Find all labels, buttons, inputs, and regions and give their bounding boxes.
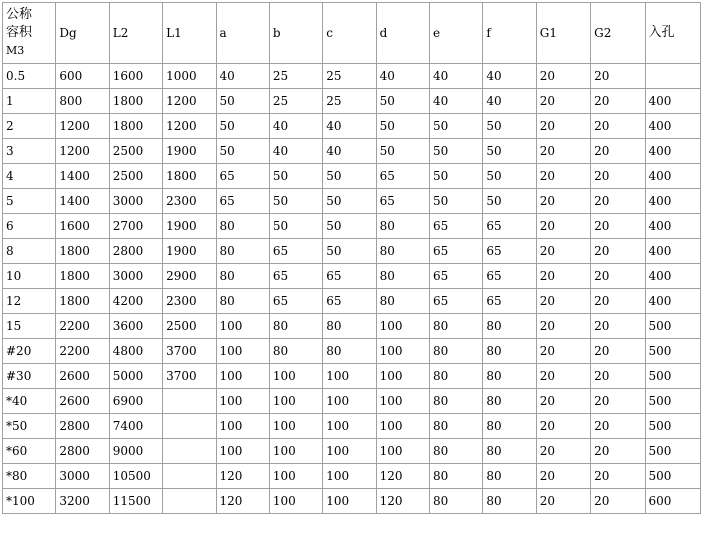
cell-capacity: 0.5 <box>3 64 56 89</box>
cell-g1: 20 <box>536 364 590 389</box>
cell-c: 80 <box>323 314 376 339</box>
header-cell-f: f <box>483 3 536 64</box>
cell-c: 50 <box>323 214 376 239</box>
cell-e: 40 <box>430 64 483 89</box>
cell-manhole: 400 <box>645 164 701 189</box>
cell-g2: 20 <box>591 489 645 514</box>
cell-g1: 20 <box>536 489 590 514</box>
cell-l2: 2500 <box>109 139 162 164</box>
cell-f: 65 <box>483 214 536 239</box>
cell-c: 25 <box>323 64 376 89</box>
cell-d: 40 <box>376 64 429 89</box>
cell-f: 65 <box>483 264 536 289</box>
table-row <box>3 339 701 364</box>
cell-g1: 20 <box>536 314 590 339</box>
header-cell-capacity <box>3 3 56 64</box>
cell-l1: 2300 <box>163 189 216 214</box>
spec-table-body <box>3 3 701 514</box>
cell-g2: 20 <box>591 414 645 439</box>
table-row <box>3 389 701 414</box>
cell-f: 40 <box>483 64 536 89</box>
cell-f: 50 <box>483 164 536 189</box>
cell-g1: 20 <box>536 89 590 114</box>
cell-g1: 20 <box>536 64 590 89</box>
table-row <box>3 464 701 489</box>
cell-g1: 20 <box>536 389 590 414</box>
cell-capacity: #30 <box>3 364 56 389</box>
cell-l2: 1800 <box>109 114 162 139</box>
cell-dg: 800 <box>56 89 109 114</box>
cell-l2: 4200 <box>109 289 162 314</box>
cell-c: 50 <box>323 239 376 264</box>
cell-g1: 20 <box>536 114 590 139</box>
cell-e: 80 <box>430 439 483 464</box>
cell-a: 80 <box>216 289 269 314</box>
cell-d: 50 <box>376 89 429 114</box>
cell-capacity: *50 <box>3 414 56 439</box>
cell-c: 40 <box>323 139 376 164</box>
cell-c: 100 <box>323 389 376 414</box>
cell-g1: 20 <box>536 139 590 164</box>
cell-manhole: 500 <box>645 439 701 464</box>
cell-b: 40 <box>269 114 322 139</box>
cell-l2: 2500 <box>109 164 162 189</box>
cell-d: 65 <box>376 164 429 189</box>
cell-l1: 1900 <box>163 239 216 264</box>
cell-b: 25 <box>269 64 322 89</box>
cell-c: 100 <box>323 414 376 439</box>
cell-capacity: 8 <box>3 239 56 264</box>
header-cell-g2: G2 <box>591 3 645 64</box>
cell-f: 80 <box>483 314 536 339</box>
cell-d: 100 <box>376 439 429 464</box>
header-cell-l2: L2 <box>109 3 162 64</box>
table-row <box>3 414 701 439</box>
cell-manhole: 400 <box>645 189 701 214</box>
cell-g2: 20 <box>591 239 645 264</box>
cell-d: 50 <box>376 139 429 164</box>
cell-l1: 2900 <box>163 264 216 289</box>
cell-c: 80 <box>323 339 376 364</box>
cell-g2: 20 <box>591 439 645 464</box>
cell-c: 100 <box>323 489 376 514</box>
table-row <box>3 289 701 314</box>
cell-l2: 2700 <box>109 214 162 239</box>
cell-l2: 9000 <box>109 439 162 464</box>
cell-f: 80 <box>483 339 536 364</box>
cell-c: 50 <box>323 164 376 189</box>
cell-manhole: 500 <box>645 364 701 389</box>
cell-a: 100 <box>216 314 269 339</box>
cell-f: 65 <box>483 289 536 314</box>
header-capacity-line-3: M3 <box>6 44 25 57</box>
cell-l1: 2300 <box>163 289 216 314</box>
cell-a: 40 <box>216 64 269 89</box>
cell-manhole: 600 <box>645 489 701 514</box>
cell-manhole: 400 <box>645 239 701 264</box>
cell-e: 80 <box>430 364 483 389</box>
cell-d: 80 <box>376 214 429 239</box>
cell-e: 80 <box>430 314 483 339</box>
cell-b: 50 <box>269 189 322 214</box>
cell-d: 50 <box>376 114 429 139</box>
cell-dg: 2200 <box>56 314 109 339</box>
cell-l1: 1900 <box>163 214 216 239</box>
cell-manhole: 500 <box>645 339 701 364</box>
cell-a: 100 <box>216 389 269 414</box>
cell-f: 80 <box>483 489 536 514</box>
cell-a: 100 <box>216 339 269 364</box>
cell-f: 65 <box>483 239 536 264</box>
cell-b: 65 <box>269 264 322 289</box>
cell-g2: 20 <box>591 164 645 189</box>
cell-b: 50 <box>269 164 322 189</box>
cell-l2: 7400 <box>109 414 162 439</box>
table-row <box>3 214 701 239</box>
cell-c: 25 <box>323 89 376 114</box>
cell-b: 100 <box>269 389 322 414</box>
spec-table <box>2 2 701 514</box>
cell-b: 80 <box>269 314 322 339</box>
cell-f: 50 <box>483 189 536 214</box>
header-cell-d: d <box>376 3 429 64</box>
cell-g1: 20 <box>536 414 590 439</box>
cell-dg: 2600 <box>56 389 109 414</box>
cell-manhole: 400 <box>645 89 701 114</box>
cell-f: 50 <box>483 114 536 139</box>
cell-b: 25 <box>269 89 322 114</box>
cell-b: 100 <box>269 439 322 464</box>
cell-e: 80 <box>430 339 483 364</box>
cell-manhole: 500 <box>645 389 701 414</box>
table-row <box>3 114 701 139</box>
cell-capacity: 4 <box>3 164 56 189</box>
cell-l2: 10500 <box>109 464 162 489</box>
header-cell-l1: L1 <box>163 3 216 64</box>
cell-l1: 3700 <box>163 339 216 364</box>
table-row <box>3 264 701 289</box>
cell-c: 65 <box>323 264 376 289</box>
cell-a: 80 <box>216 264 269 289</box>
cell-e: 80 <box>430 414 483 439</box>
table-row <box>3 189 701 214</box>
cell-g2: 20 <box>591 389 645 414</box>
cell-g1: 20 <box>536 289 590 314</box>
cell-capacity: *40 <box>3 389 56 414</box>
cell-a: 50 <box>216 114 269 139</box>
cell-b: 100 <box>269 364 322 389</box>
cell-d: 100 <box>376 314 429 339</box>
cell-manhole: 400 <box>645 264 701 289</box>
cell-g1: 20 <box>536 239 590 264</box>
cell-g2: 20 <box>591 289 645 314</box>
cell-a: 80 <box>216 239 269 264</box>
cell-a: 80 <box>216 214 269 239</box>
table-row <box>3 89 701 114</box>
cell-b: 80 <box>269 339 322 364</box>
cell-l2: 11500 <box>109 489 162 514</box>
cell-g2: 20 <box>591 339 645 364</box>
cell-b: 100 <box>269 489 322 514</box>
cell-e: 50 <box>430 139 483 164</box>
cell-dg: 1400 <box>56 189 109 214</box>
cell-g2: 20 <box>591 64 645 89</box>
table-row <box>3 489 701 514</box>
cell-g2: 20 <box>591 464 645 489</box>
cell-f: 80 <box>483 389 536 414</box>
cell-dg: 2600 <box>56 364 109 389</box>
cell-l1: 3700 <box>163 364 216 389</box>
cell-e: 65 <box>430 214 483 239</box>
cell-g2: 20 <box>591 314 645 339</box>
cell-dg: 600 <box>56 64 109 89</box>
cell-d: 65 <box>376 189 429 214</box>
cell-capacity: *100 <box>3 489 56 514</box>
cell-l2: 3600 <box>109 314 162 339</box>
table-row <box>3 439 701 464</box>
cell-l2: 2800 <box>109 239 162 264</box>
cell-dg: 2800 <box>56 414 109 439</box>
cell-manhole: 500 <box>645 464 701 489</box>
cell-l1 <box>163 439 216 464</box>
cell-f: 40 <box>483 89 536 114</box>
table-row <box>3 164 701 189</box>
cell-l2: 3000 <box>109 189 162 214</box>
cell-l2: 6900 <box>109 389 162 414</box>
cell-l1: 1200 <box>163 114 216 139</box>
cell-d: 100 <box>376 414 429 439</box>
cell-d: 80 <box>376 289 429 314</box>
cell-f: 80 <box>483 364 536 389</box>
cell-f: 50 <box>483 139 536 164</box>
cell-g2: 20 <box>591 114 645 139</box>
cell-c: 100 <box>323 364 376 389</box>
header-cell-c: c <box>323 3 376 64</box>
cell-d: 100 <box>376 389 429 414</box>
cell-b: 100 <box>269 414 322 439</box>
cell-dg: 1400 <box>56 164 109 189</box>
cell-g2: 20 <box>591 264 645 289</box>
cell-e: 65 <box>430 289 483 314</box>
cell-a: 65 <box>216 189 269 214</box>
cell-dg: 1800 <box>56 289 109 314</box>
cell-dg: 1200 <box>56 139 109 164</box>
cell-a: 100 <box>216 439 269 464</box>
cell-dg: 1800 <box>56 239 109 264</box>
cell-e: 50 <box>430 164 483 189</box>
cell-g1: 20 <box>536 164 590 189</box>
cell-l1: 1000 <box>163 64 216 89</box>
cell-d: 120 <box>376 464 429 489</box>
header-cell-manhole: 入孔 <box>645 3 701 64</box>
cell-l1 <box>163 489 216 514</box>
cell-l2: 3000 <box>109 264 162 289</box>
table-row <box>3 64 701 89</box>
cell-dg: 3200 <box>56 489 109 514</box>
cell-l2: 4800 <box>109 339 162 364</box>
cell-f: 80 <box>483 439 536 464</box>
cell-l1 <box>163 389 216 414</box>
cell-manhole <box>645 64 701 89</box>
cell-l1: 1200 <box>163 89 216 114</box>
cell-capacity: 10 <box>3 264 56 289</box>
cell-a: 120 <box>216 464 269 489</box>
cell-capacity: 3 <box>3 139 56 164</box>
header-capacity-line-2: 容积 <box>6 25 33 40</box>
cell-e: 65 <box>430 239 483 264</box>
cell-g1: 20 <box>536 264 590 289</box>
cell-manhole: 400 <box>645 139 701 164</box>
cell-l1: 1800 <box>163 164 216 189</box>
cell-g1: 20 <box>536 339 590 364</box>
cell-dg: 1200 <box>56 114 109 139</box>
cell-manhole: 500 <box>645 414 701 439</box>
cell-l1 <box>163 464 216 489</box>
cell-c: 100 <box>323 464 376 489</box>
header-cell-b: b <box>269 3 322 64</box>
cell-g1: 20 <box>536 189 590 214</box>
cell-l1 <box>163 414 216 439</box>
cell-capacity: 2 <box>3 114 56 139</box>
table-row <box>3 139 701 164</box>
cell-b: 40 <box>269 139 322 164</box>
table-header-row <box>3 3 701 64</box>
cell-e: 80 <box>430 464 483 489</box>
cell-c: 40 <box>323 114 376 139</box>
cell-l2: 1800 <box>109 89 162 114</box>
header-capacity-line-1: 公称 <box>6 7 33 22</box>
cell-a: 100 <box>216 364 269 389</box>
cell-a: 50 <box>216 139 269 164</box>
table-row <box>3 314 701 339</box>
cell-d: 100 <box>376 339 429 364</box>
cell-manhole: 500 <box>645 314 701 339</box>
cell-b: 50 <box>269 214 322 239</box>
cell-f: 80 <box>483 464 536 489</box>
cell-g2: 20 <box>591 89 645 114</box>
cell-g2: 20 <box>591 214 645 239</box>
cell-dg: 2800 <box>56 439 109 464</box>
cell-e: 50 <box>430 189 483 214</box>
cell-e: 40 <box>430 89 483 114</box>
cell-d: 80 <box>376 264 429 289</box>
cell-d: 80 <box>376 239 429 264</box>
cell-c: 50 <box>323 189 376 214</box>
cell-b: 65 <box>269 239 322 264</box>
cell-capacity: 1 <box>3 89 56 114</box>
cell-a: 100 <box>216 414 269 439</box>
cell-a: 120 <box>216 489 269 514</box>
cell-dg: 3000 <box>56 464 109 489</box>
cell-g2: 20 <box>591 139 645 164</box>
cell-capacity: *80 <box>3 464 56 489</box>
cell-d: 100 <box>376 364 429 389</box>
header-cell-dg: Dg <box>56 3 109 64</box>
cell-a: 65 <box>216 164 269 189</box>
header-cell-a: a <box>216 3 269 64</box>
cell-capacity: *60 <box>3 439 56 464</box>
cell-g1: 20 <box>536 464 590 489</box>
cell-l2: 1600 <box>109 64 162 89</box>
table-row <box>3 239 701 264</box>
cell-manhole: 400 <box>645 114 701 139</box>
cell-c: 65 <box>323 289 376 314</box>
cell-dg: 1600 <box>56 214 109 239</box>
cell-d: 120 <box>376 489 429 514</box>
cell-dg: 2200 <box>56 339 109 364</box>
cell-g2: 20 <box>591 189 645 214</box>
cell-l1: 2500 <box>163 314 216 339</box>
cell-g1: 20 <box>536 214 590 239</box>
cell-b: 100 <box>269 464 322 489</box>
cell-e: 50 <box>430 114 483 139</box>
header-cell-e: e <box>430 3 483 64</box>
table-row <box>3 364 701 389</box>
cell-l1: 1900 <box>163 139 216 164</box>
cell-capacity: 6 <box>3 214 56 239</box>
cell-f: 80 <box>483 414 536 439</box>
cell-manhole: 400 <box>645 214 701 239</box>
cell-capacity: 5 <box>3 189 56 214</box>
cell-e: 65 <box>430 264 483 289</box>
cell-g2: 20 <box>591 364 645 389</box>
cell-l2: 5000 <box>109 364 162 389</box>
cell-capacity: 12 <box>3 289 56 314</box>
cell-c: 100 <box>323 439 376 464</box>
cell-e: 80 <box>430 489 483 514</box>
cell-capacity: 15 <box>3 314 56 339</box>
cell-b: 65 <box>269 289 322 314</box>
cell-e: 80 <box>430 389 483 414</box>
cell-a: 50 <box>216 89 269 114</box>
cell-manhole: 400 <box>645 289 701 314</box>
cell-g1: 20 <box>536 439 590 464</box>
cell-capacity: #20 <box>3 339 56 364</box>
cell-dg: 1800 <box>56 264 109 289</box>
header-cell-g1: G1 <box>536 3 590 64</box>
